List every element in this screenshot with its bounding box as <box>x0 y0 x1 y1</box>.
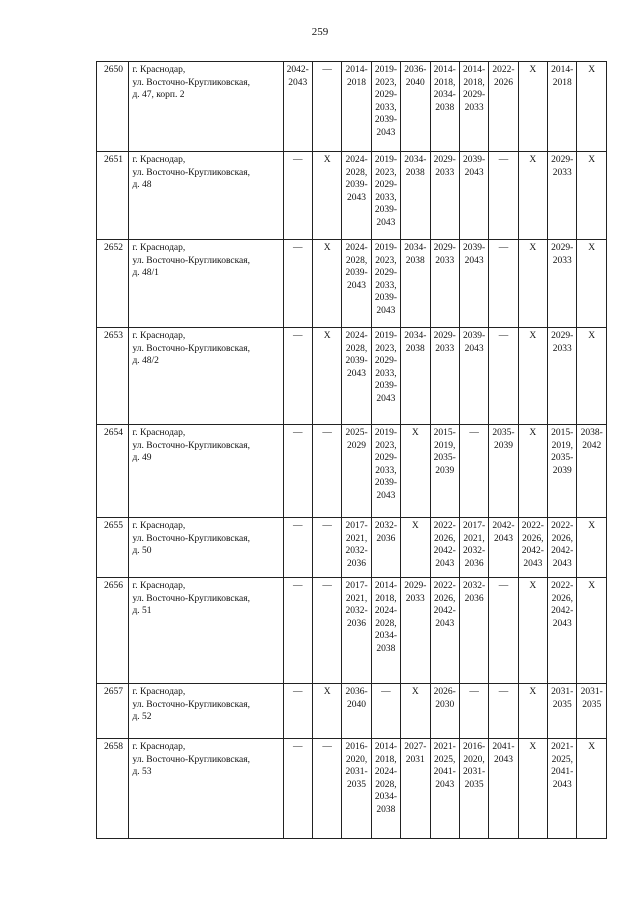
period-cell: 2032- 2036 <box>459 578 488 684</box>
row-number: 2650 <box>97 62 129 152</box>
row-number: 2652 <box>97 240 129 328</box>
register-table <box>96 61 607 839</box>
period-cell: X <box>577 62 607 152</box>
row-number: 2651 <box>97 152 129 240</box>
period-cell: 2024- 2028, 2039- 2043 <box>342 240 371 328</box>
period-cell: 2041- 2043 <box>489 739 518 839</box>
row-address: г. Краснодар, ул. Восточно-Кругликовская, д. 50 <box>129 518 283 578</box>
row-number: 2657 <box>97 684 129 739</box>
table-row <box>97 684 607 739</box>
row-address: г. Краснодар, ул. Восточно-Кругликовская, д. 48/2 <box>129 328 283 425</box>
period-cell: — <box>312 739 341 839</box>
period-cell: 2019- 2023, 2029- 2033, 2039- 2043 <box>371 152 400 240</box>
period-cell: — <box>459 684 488 739</box>
period-cell: 2015- 2019, 2035- 2039 <box>548 425 577 518</box>
period-cell: 2042- 2043 <box>489 518 518 578</box>
period-cell: 2022- 2026, 2042- 2043 <box>430 518 459 578</box>
table-row <box>97 425 607 518</box>
period-cell: X <box>577 152 607 240</box>
period-cell: 2029- 2033 <box>401 578 430 684</box>
row-number: 2653 <box>97 328 129 425</box>
period-cell: 2029- 2033 <box>548 240 577 328</box>
period-cell: 2016- 2020, 2031- 2035 <box>342 739 371 839</box>
table-row <box>97 240 607 328</box>
period-cell: X <box>312 328 341 425</box>
period-cell: — <box>283 684 312 739</box>
period-cell: X <box>577 328 607 425</box>
period-cell: X <box>518 578 547 684</box>
period-cell: 2029- 2033 <box>430 328 459 425</box>
period-cell: — <box>459 425 488 518</box>
period-cell: X <box>312 684 341 739</box>
table-row <box>97 518 607 578</box>
period-cell: 2025- 2029 <box>342 425 371 518</box>
period-cell: — <box>489 684 518 739</box>
period-cell: — <box>283 578 312 684</box>
period-cell: 2026- 2030 <box>430 684 459 739</box>
period-cell: — <box>283 328 312 425</box>
table-body <box>97 62 607 839</box>
period-cell: 2038- 2042 <box>577 425 607 518</box>
period-cell: — <box>489 578 518 684</box>
period-cell: — <box>312 578 341 684</box>
period-cell: — <box>371 684 400 739</box>
period-cell: — <box>283 518 312 578</box>
period-cell: 2014- 2018 <box>548 62 577 152</box>
period-cell: X <box>401 425 430 518</box>
period-cell: 2034- 2038 <box>401 240 430 328</box>
period-cell: X <box>518 62 547 152</box>
period-cell: 2022- 2026, 2042- 2043 <box>548 518 577 578</box>
table-row <box>97 328 607 425</box>
row-number: 2656 <box>97 578 129 684</box>
period-cell: — <box>312 425 341 518</box>
period-cell: 2014- 2018 <box>342 62 371 152</box>
table-row <box>97 739 607 839</box>
period-cell: 2036- 2040 <box>342 684 371 739</box>
period-cell: 2035- 2039 <box>489 425 518 518</box>
row-address: г. Краснодар, ул. Восточно-Кругликовская, д. 51 <box>129 578 283 684</box>
period-cell: X <box>577 739 607 839</box>
row-number: 2655 <box>97 518 129 578</box>
period-cell: 2022- 2026, 2042- 2043 <box>430 578 459 684</box>
period-cell: 2039- 2043 <box>459 328 488 425</box>
period-cell: — <box>283 240 312 328</box>
period-cell: 2029- 2033 <box>548 152 577 240</box>
period-cell: 2024- 2028, 2039- 2043 <box>342 328 371 425</box>
period-cell: 2014- 2018, 2034- 2038 <box>430 62 459 152</box>
row-address: г. Краснодар, ул. Восточно-Кругликовская, д. 53 <box>129 739 283 839</box>
period-cell: 2022- 2026, 2042- 2043 <box>518 518 547 578</box>
period-cell: X <box>518 152 547 240</box>
period-cell: X <box>518 328 547 425</box>
period-cell: — <box>489 240 518 328</box>
period-cell: 2014- 2018, 2024- 2028, 2034- 2038 <box>371 739 400 839</box>
period-cell: — <box>312 62 341 152</box>
period-cell: 2017- 2021, 2032- 2036 <box>459 518 488 578</box>
row-address: г. Краснодар, ул. Восточно-Кругликовская, д. 52 <box>129 684 283 739</box>
table-row <box>97 578 607 684</box>
period-cell: X <box>577 240 607 328</box>
period-cell: X <box>401 684 430 739</box>
row-number: 2658 <box>97 739 129 839</box>
period-cell: 2019- 2023, 2029- 2033, 2039- 2043 <box>371 240 400 328</box>
period-cell: — <box>283 739 312 839</box>
period-cell: 2034- 2038 <box>401 328 430 425</box>
period-cell: — <box>489 152 518 240</box>
row-address: г. Краснодар, ул. Восточно-Кругликовская, д. 48/1 <box>129 240 283 328</box>
period-cell: X <box>401 518 430 578</box>
period-cell: 2029- 2033 <box>430 240 459 328</box>
period-cell: 2014- 2018, 2024- 2028, 2034- 2038 <box>371 578 400 684</box>
row-address: г. Краснодар, ул. Восточно-Кругликовская, д. 49 <box>129 425 283 518</box>
period-cell: 2016- 2020, 2031- 2035 <box>459 739 488 839</box>
period-cell: 2031- 2035 <box>548 684 577 739</box>
table-row <box>97 152 607 240</box>
period-cell: 2039- 2043 <box>459 152 488 240</box>
period-cell: X <box>518 240 547 328</box>
period-cell: 2019- 2023, 2029- 2033, 2039- 2043 <box>371 328 400 425</box>
period-cell: X <box>577 518 607 578</box>
period-cell: — <box>283 425 312 518</box>
period-cell: — <box>283 152 312 240</box>
period-cell: 2017- 2021, 2032- 2036 <box>342 518 371 578</box>
period-cell: 2017- 2021, 2032- 2036 <box>342 578 371 684</box>
row-address: г. Краснодар, ул. Восточно-Кругликовская, д. 47, корп. 2 <box>129 62 283 152</box>
period-cell: 2015- 2019, 2035- 2039 <box>430 425 459 518</box>
period-cell: 2022- 2026 <box>489 62 518 152</box>
period-cell: 2022- 2026, 2042- 2043 <box>548 578 577 684</box>
period-cell: 2042- 2043 <box>283 62 312 152</box>
period-cell: X <box>312 240 341 328</box>
period-cell: 2019- 2023, 2029- 2033, 2039- 2043 <box>371 62 400 152</box>
period-cell: 2031- 2035 <box>577 684 607 739</box>
row-address: г. Краснодар, ул. Восточно-Кругликовская, д. 48 <box>129 152 283 240</box>
period-cell: — <box>312 518 341 578</box>
period-cell: 2019- 2023, 2029- 2033, 2039- 2043 <box>371 425 400 518</box>
period-cell: 2039- 2043 <box>459 240 488 328</box>
period-cell: X <box>518 425 547 518</box>
period-cell: X <box>312 152 341 240</box>
period-cell: 2029- 2033 <box>430 152 459 240</box>
period-cell: X <box>518 684 547 739</box>
period-cell: 2021- 2025, 2041- 2043 <box>430 739 459 839</box>
period-cell: — <box>489 328 518 425</box>
period-cell: 2024- 2028, 2039- 2043 <box>342 152 371 240</box>
period-cell: 2032- 2036 <box>371 518 400 578</box>
row-number: 2654 <box>97 425 129 518</box>
page-number: 259 <box>311 26 329 38</box>
period-cell: X <box>518 739 547 839</box>
period-cell: X <box>577 578 607 684</box>
period-cell: 2027- 2031 <box>401 739 430 839</box>
period-cell: 2034- 2038 <box>401 152 430 240</box>
period-cell: 2036- 2040 <box>401 62 430 152</box>
period-cell: 2014- 2018, 2029- 2033 <box>459 62 488 152</box>
period-cell: 2021- 2025, 2041- 2043 <box>548 739 577 839</box>
period-cell: 2029- 2033 <box>548 328 577 425</box>
table-row <box>97 62 607 152</box>
